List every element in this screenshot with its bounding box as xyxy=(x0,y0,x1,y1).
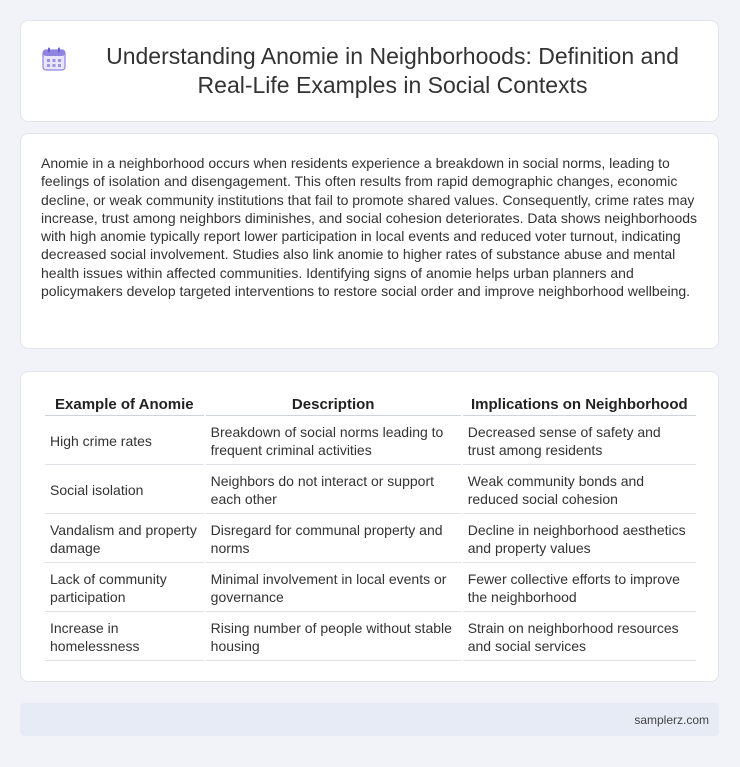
cell-description: Rising number of people without stable housing xyxy=(206,612,461,661)
column-header-example: Example of Anomie xyxy=(45,392,204,416)
footer-bar xyxy=(20,703,719,736)
cell-implications: Strain on neighborhood resources and social services xyxy=(463,612,696,661)
cell-implications: Decline in neighborhood aesthetics and property values xyxy=(463,514,696,563)
table-row xyxy=(45,416,696,465)
table-card xyxy=(20,371,719,682)
intro-card xyxy=(20,133,719,349)
page-title: Understanding Anomie in Neighborhoods: Definition and Real-Life Examples in Social Contexts xyxy=(106,43,679,98)
table-header-row xyxy=(45,392,696,416)
cell-example: Lack of community participation xyxy=(45,563,204,612)
table-row xyxy=(45,563,696,612)
cell-implications: Weak community bonds and reduced social cohesion xyxy=(463,465,696,514)
title-card xyxy=(20,20,719,122)
cell-description: Breakdown of social norms leading to frequent criminal activities xyxy=(206,416,461,465)
intro-paragraph: Anomie in a neighborhood occurs when residents experience a breakdown in social norms, leading to feelings of isolation and disengagement. This often results from rapid demographic changes, economic decline, or weak community institutions that fail to promote shared values. Consequently, crime rates may increase, trust among neighbors diminishes, and social cohesion deteriorates. Data shows neighborhoods with high anomie typically report lower participation in local events and reduced voter turnout, indicating decreased social involvement. Studies also link anomie to higher rates of substance abuse and mental health issues within affected communities. Identifying signs of anomie helps urban planners and policymakers develop targeted interventions to restore social order and improve neighborhood wellbeing. xyxy=(41,155,698,300)
cell-example: Social isolation xyxy=(45,465,204,514)
column-header-implications: Implications on Neighborhood xyxy=(463,392,696,416)
calendar-icon xyxy=(41,46,67,72)
anomie-examples-table xyxy=(43,392,698,661)
table-row xyxy=(45,514,696,563)
cell-example: High crime rates xyxy=(45,416,204,465)
cell-example: Increase in homelessness xyxy=(45,612,204,661)
cell-description: Neighbors do not interact or support each other xyxy=(206,465,461,514)
table-row xyxy=(45,465,696,514)
cell-implications: Fewer collective efforts to improve the neighborhood xyxy=(463,563,696,612)
footer-site-link[interactable]: samplerz.com xyxy=(634,712,709,727)
cell-description: Minimal involvement in local events or governance xyxy=(206,563,461,612)
cell-description: Disregard for communal property and norms xyxy=(206,514,461,563)
cell-example: Vandalism and property damage xyxy=(45,514,204,563)
cell-implications: Decreased sense of safety and trust among residents xyxy=(463,416,696,465)
table-row xyxy=(45,612,696,661)
column-header-description: Description xyxy=(206,392,461,416)
